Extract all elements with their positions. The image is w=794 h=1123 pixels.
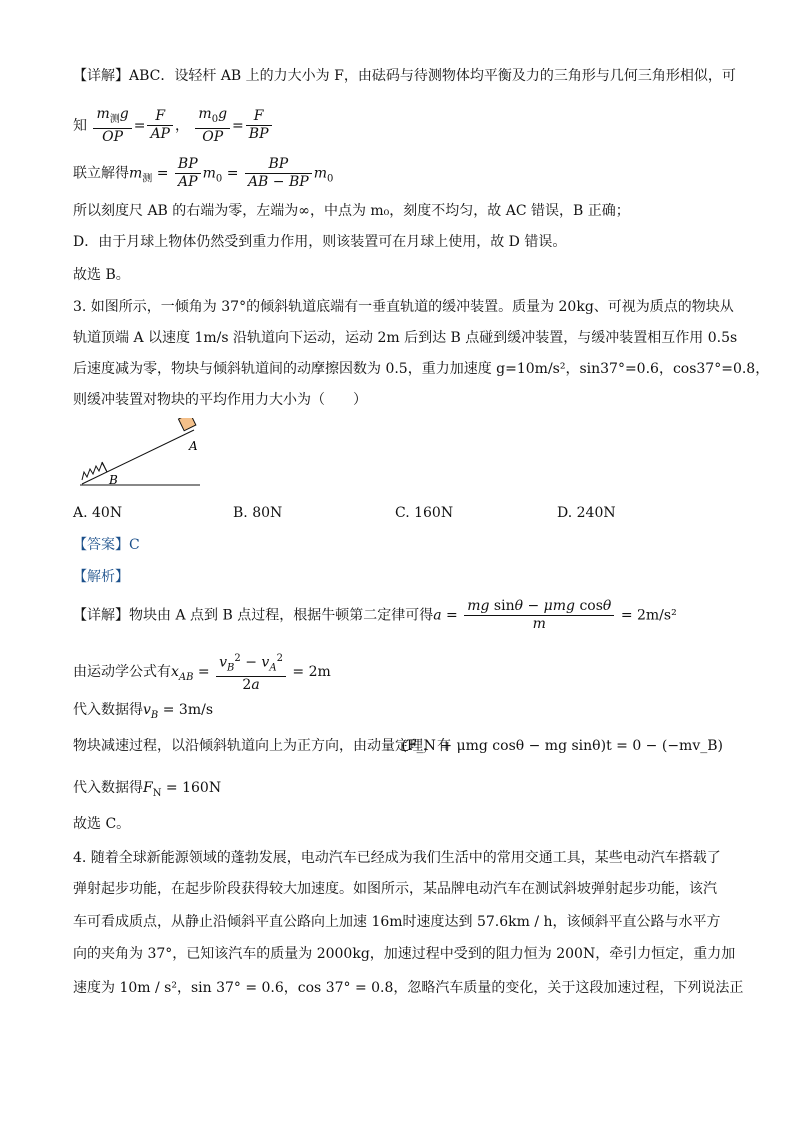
detail-line-1: 【详解】ABC．设轻杆 AB 上的力大小为 F，由砝码与待测物体均平衡及力的三角形与几何三角形相似，可 bbox=[73, 68, 736, 84]
choice-c-line: 故选 C。 bbox=[73, 816, 131, 832]
vb-result: 代入数据得$v_B = 3m/s$ bbox=[73, 702, 213, 721]
ratio-equations: 知 $\frac{m_测g}{OP}$ = $\frac{F}{AP}$ ， $\frac{m_0g}{OP}$ = $\frac{F}{BP}$ bbox=[73, 106, 274, 146]
block-shape bbox=[178, 418, 195, 431]
analysis-label: 【解析】 bbox=[73, 569, 129, 585]
option-b: B. 80N bbox=[233, 505, 283, 521]
q4-line-2: 弹射起步功能，在起步阶段获得较大加速度。如图所示，某品牌电动汽车在测试斜坡弹射起步功能，该汽 bbox=[73, 881, 717, 897]
q4-line-4: 向的夹角为 37°，已知该汽车的质量为 2000kg，加速过程中受到的阻力恒为 200N，牵引力恒定，重力加 bbox=[73, 946, 736, 962]
q3-line-4: 则缓冲装置对物块的平均作用力大小为（ ） bbox=[73, 392, 367, 408]
incline-figure bbox=[76, 418, 206, 490]
ratio-prefix: 知 bbox=[73, 117, 87, 134]
kinematics-equation: 由运动学公式有$x_{AB}$ = $\frac{v_B^2 - v_A^2}{2a}$ = 2m bbox=[73, 650, 331, 695]
spring-shape bbox=[82, 463, 104, 480]
q3-line-1: 3. 如图所示，一倾角为 37°的倾斜轨道底端有一垂直轨道的缓冲装置。质量为 20kg、可视为质点的物块从 bbox=[73, 299, 734, 315]
choice-line: 故选 B。 bbox=[73, 267, 130, 283]
solve-equation: 联立解得$m_测$ = $\frac{BP}{AP}$ $m_0$ = $\frac{BP}{AB - BP}$ $m_0$ bbox=[73, 156, 334, 190]
q4-line-3: 车可看成质点，从静止沿倾斜平直公路向上加速 16m时速度达到 57.6km / h，该倾斜平直公路与水平方 bbox=[73, 914, 721, 930]
buffer-plate bbox=[102, 462, 107, 472]
option-a: A. 40N bbox=[73, 505, 123, 521]
momentum-equation: (F_N + μmg cosθ − mg sinθ)t = 0 − (−mv_B) bbox=[401, 738, 723, 754]
label-b: B bbox=[109, 473, 118, 487]
detail-line-5: D．由于月球上物体仍然受到重力作用，则该装置可在月球上使用，故 D 错误。 bbox=[73, 234, 567, 250]
detail-line-4: 所以刻度尺 AB 的右端为零，左端为∞，中点为 m₀，刻度不均匀，故 AC 错误，B 正确； bbox=[73, 203, 630, 219]
q4-line-5: 速度为 10m / s²，sin 37° = 0.6，cos 37° = 0.8，忽略汽车质量的变化，关于这段加速过程，下列说法正 bbox=[73, 980, 744, 996]
option-d: D. 240N bbox=[557, 505, 616, 521]
newton-equation: 【详解】物块由 A 点到 B 点过程，根据牛顿第二定律可得a = $\frac{\text{mg sinθ − μmg cosθ}}{m}$ = 2m/s² bbox=[73, 598, 677, 632]
answer-line: 【答案】C bbox=[73, 537, 140, 553]
force-result: 代入数据得$F_N = 160N$ bbox=[73, 780, 222, 799]
q4-line-1: 4. 随着全球新能源领域的蓬勃发展，电动汽车已经成为我们生活中的常用交通工具，某些电动汽车搭载了 bbox=[73, 850, 721, 866]
q3-line-2: 轨道顶端 A 以速度 1m/s 沿轨道向下运动，运动 2m 后到达 B 点碰到缓冲装置，与缓冲装置相互作用 0.5s bbox=[73, 330, 738, 346]
option-c: C. 160N bbox=[395, 505, 454, 521]
label-a: A bbox=[189, 439, 198, 453]
q3-line-3: 后速度减为零，物块与倾斜轨道间的动摩擦因数为 0.5，重力加速度 g=10m/s²，sin37°=0.6，cos37°=0.8， bbox=[73, 361, 770, 377]
solve-prefix: 联立解得 bbox=[73, 165, 129, 182]
incline-line bbox=[82, 430, 194, 484]
momentum-line: 物块减速过程，以沿倾斜轨道向上为正方向，由动量定理，有 (F_N + μmg cosθ − mg sinθ)t = 0 − (−mv_B) bbox=[73, 738, 723, 754]
